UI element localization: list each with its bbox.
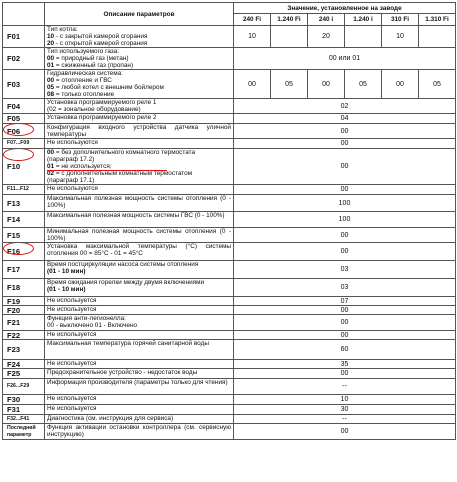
table-row bbox=[3, 26, 456, 48]
parameter-description bbox=[45, 331, 234, 340]
parameter-code bbox=[3, 212, 45, 228]
parameter-code-text: F20 bbox=[7, 305, 21, 315]
option-code: 00 bbox=[47, 55, 55, 62]
parameter-code bbox=[3, 185, 45, 195]
parameter-code bbox=[3, 279, 45, 297]
parameter-code-text: F22 bbox=[7, 330, 21, 340]
factory-value: 30 bbox=[234, 405, 456, 415]
parameter-description bbox=[45, 360, 234, 369]
parameter-code-text: F10 bbox=[7, 162, 21, 171]
parameters-table bbox=[2, 2, 456, 440]
factory-value: 00 bbox=[234, 149, 456, 185]
factory-value: 60 bbox=[234, 340, 456, 360]
description-line: (параграф 17.2) bbox=[47, 156, 95, 163]
parameter-code-text: F17 bbox=[7, 265, 21, 274]
description-line: Время постциркуляции насоса системы отопления bbox=[47, 261, 199, 268]
option-code: 01 bbox=[47, 62, 55, 69]
description-line: (01 - 10 мин) bbox=[47, 268, 86, 275]
description-line: Установка программируемого реле 2 bbox=[47, 114, 157, 121]
description-line: Установка максимальной температуры (°С) системы отопления 00 = 85°С - 01 = 45°С bbox=[47, 243, 231, 257]
parameter-description bbox=[45, 297, 234, 306]
factory-value: -- bbox=[234, 379, 456, 395]
header-factory-values: Значение, установленное на заводе bbox=[234, 3, 456, 14]
option-code: 20 bbox=[47, 40, 55, 47]
description-line: Тип используемого газа: bbox=[47, 48, 120, 55]
option-code: 08 bbox=[47, 91, 55, 98]
factory-value: 10 bbox=[234, 395, 456, 405]
description-line: Минимальная полезная мощность системы отопления (0 - 100%) bbox=[47, 228, 231, 242]
description-line: Не используется bbox=[47, 331, 97, 338]
table-row bbox=[3, 195, 456, 212]
parameter-code bbox=[3, 415, 45, 424]
parameter-description bbox=[45, 139, 234, 149]
parameter-code bbox=[3, 369, 45, 379]
parameter-code-text: F02 bbox=[7, 54, 21, 63]
parameter-description bbox=[45, 395, 234, 405]
factory-value: 05 bbox=[345, 70, 382, 99]
description-line: 00 - выключено 01 - Включено bbox=[47, 322, 138, 329]
parameter-code bbox=[3, 124, 45, 139]
description-line: Не используется bbox=[47, 360, 97, 367]
table-row bbox=[3, 48, 456, 70]
parameter-code bbox=[3, 315, 45, 331]
parameter-code bbox=[3, 331, 45, 340]
description-line: Не используются bbox=[47, 185, 98, 192]
parameter-code bbox=[3, 379, 45, 395]
factory-value: 00 bbox=[234, 369, 456, 379]
parameter-description bbox=[45, 243, 234, 261]
parameter-description bbox=[45, 149, 234, 185]
table-row bbox=[3, 114, 456, 124]
parameter-code bbox=[3, 395, 45, 405]
table-row bbox=[3, 360, 456, 369]
parameter-description bbox=[45, 279, 234, 297]
table-row bbox=[3, 379, 456, 395]
description-line: Максимальная полезная мощность системы отопления (0 - 100%) bbox=[47, 195, 231, 209]
description-line: Максимальная температура горячей санитарной воды bbox=[47, 340, 209, 347]
parameter-description bbox=[45, 195, 234, 212]
model-header: 1.310 Fi bbox=[419, 14, 456, 26]
parameter-code-text: F15 bbox=[7, 230, 21, 240]
header-description: Описание параметров bbox=[45, 3, 234, 26]
table-row bbox=[3, 124, 456, 139]
table-row bbox=[3, 424, 456, 440]
parameter-code bbox=[3, 195, 45, 212]
description-line: Диагностика (см. инструкция для сервиса) bbox=[47, 415, 174, 422]
parameter-code-text: F18 bbox=[7, 283, 21, 292]
parameter-code-text: F05 bbox=[7, 114, 21, 123]
parameter-description bbox=[45, 415, 234, 424]
factory-value: 100 bbox=[234, 195, 456, 212]
description-line: 05 = любой котел с внешним бойлером bbox=[47, 84, 164, 91]
model-header: 310 Fi bbox=[382, 14, 419, 26]
parameter-code bbox=[3, 26, 45, 48]
parameter-description bbox=[45, 315, 234, 331]
parameter-code-text: F14 bbox=[7, 215, 21, 224]
parameter-description bbox=[45, 114, 234, 124]
table-row bbox=[3, 306, 456, 315]
option-code: 00 bbox=[47, 149, 55, 156]
parameter-code-text: F30 bbox=[7, 395, 21, 404]
factory-value: 00 bbox=[234, 243, 456, 261]
description-line: 10 - с закрытой камерой сгорания bbox=[47, 33, 148, 40]
description-line: Не используется bbox=[47, 297, 97, 304]
model-header: 240 Fi bbox=[234, 14, 271, 26]
description-line: Тип котла: bbox=[47, 26, 78, 33]
description-line: Время ожидания горелки между двумя включениями bbox=[47, 279, 205, 286]
factory-value: 00 bbox=[234, 185, 456, 195]
parameter-code-text: F13 bbox=[7, 198, 21, 208]
description-line: 01 = не используется; bbox=[47, 163, 112, 170]
description-line: Предохранительное устройство - недостаток воды bbox=[47, 369, 198, 376]
parameter-description bbox=[45, 369, 234, 379]
parameter-code-text: F24 bbox=[7, 359, 21, 369]
description-line: 00 = отопление и ГВС bbox=[47, 77, 112, 84]
table-row bbox=[3, 331, 456, 340]
parameter-code-text: F11...F12 bbox=[7, 186, 29, 192]
factory-value: 00 bbox=[234, 315, 456, 331]
factory-value: 05 bbox=[419, 70, 456, 99]
parameter-code-text: F21 bbox=[7, 318, 21, 327]
factory-value: 20 bbox=[308, 26, 345, 48]
factory-value: -- bbox=[234, 415, 456, 424]
factory-value: 00 bbox=[382, 70, 419, 99]
parameter-code-text: F06 bbox=[7, 126, 21, 136]
parameter-code bbox=[3, 405, 45, 415]
parameter-code bbox=[3, 261, 45, 279]
factory-value: 07 bbox=[234, 297, 456, 306]
model-header: 240 i bbox=[308, 14, 345, 26]
description-line: (параграф 17.1) bbox=[47, 177, 95, 184]
table-row bbox=[3, 297, 456, 306]
parameter-code bbox=[3, 306, 45, 315]
table-row bbox=[3, 70, 456, 99]
table-row bbox=[3, 243, 456, 261]
parameter-code bbox=[3, 228, 45, 243]
parameter-code bbox=[3, 424, 45, 440]
description-line: 00 = природный газ (метан) bbox=[47, 55, 129, 62]
parameter-description bbox=[45, 124, 234, 139]
factory-value: 04 bbox=[234, 114, 456, 124]
description-line: Функция анти-легионелла: bbox=[47, 315, 126, 322]
factory-value: 00 bbox=[234, 124, 456, 139]
table-row bbox=[3, 415, 456, 424]
parameter-code-text: F32...F41 bbox=[7, 415, 30, 422]
parameter-code-text: F25 bbox=[7, 369, 21, 378]
parameter-description bbox=[45, 48, 234, 70]
red-circle-annotation bbox=[3, 149, 34, 162]
table-row bbox=[3, 405, 456, 415]
parameter-description bbox=[45, 261, 234, 279]
factory-value: 03 bbox=[234, 261, 456, 279]
parameter-code-text: F04 bbox=[7, 101, 21, 111]
parameter-code bbox=[3, 139, 45, 149]
parameter-description bbox=[45, 424, 234, 440]
parameter-description bbox=[45, 185, 234, 195]
factory-value bbox=[419, 26, 456, 48]
option-code: 01 bbox=[47, 163, 55, 170]
table-row bbox=[3, 99, 456, 114]
factory-value: 10 bbox=[382, 26, 419, 48]
model-header: 1.240 Fi bbox=[271, 14, 308, 26]
description-line: Гидравлическая система: bbox=[47, 70, 123, 77]
description-line: Конфигурация входного устройства датчика уличной температуры bbox=[47, 124, 231, 138]
description-line: Информация производителя (параметры только для чтения) bbox=[47, 379, 228, 386]
factory-value: 00 bbox=[308, 70, 345, 99]
description-line: Не используются bbox=[47, 139, 98, 146]
description-line: Установка программируемого реле 1 bbox=[47, 99, 157, 106]
description-line: Не используется bbox=[47, 405, 97, 412]
table-row bbox=[3, 340, 456, 360]
factory-value: 03 bbox=[234, 279, 456, 297]
description-line: 02 = с дополнительным комнатным термостатом bbox=[47, 170, 193, 177]
parameter-code bbox=[3, 48, 45, 70]
parameter-code-text: F16 bbox=[7, 247, 21, 256]
factory-value: 00 bbox=[234, 331, 456, 340]
description-line: 20 - с открытой камерой сгорания bbox=[47, 40, 148, 47]
parameter-description bbox=[45, 228, 234, 243]
table-row bbox=[3, 139, 456, 149]
description-line: Не используется bbox=[47, 395, 97, 402]
parameter-description bbox=[45, 306, 234, 315]
header-code-cell bbox=[3, 3, 45, 26]
factory-value bbox=[345, 26, 382, 48]
factory-value: 00 bbox=[234, 306, 456, 315]
parameter-code-text: F23 bbox=[7, 345, 21, 354]
parameter-code-text: F07...F09 bbox=[7, 140, 30, 146]
parameter-code bbox=[3, 99, 45, 114]
description-line: 01 = сжиженный газ (пропан) bbox=[47, 62, 134, 69]
table-row bbox=[3, 185, 456, 195]
description-line: 00 = без дополнительного комнатного термостата bbox=[47, 149, 196, 156]
parameter-description bbox=[45, 340, 234, 360]
parameter-description bbox=[45, 379, 234, 395]
option-code: 00 bbox=[47, 77, 55, 84]
parameter-code bbox=[3, 149, 45, 185]
description-line: Функция активации остановки контроллера (см. сервисную инструкцию) bbox=[47, 424, 231, 438]
factory-value: 35 bbox=[234, 360, 456, 369]
model-header: 1.240 i bbox=[345, 14, 382, 26]
factory-value: 02 bbox=[234, 99, 456, 114]
parameter-code-text: F01 bbox=[7, 32, 21, 41]
factory-value: 10 bbox=[234, 26, 271, 48]
parameter-description bbox=[45, 212, 234, 228]
parameter-code-text: F26...F29 bbox=[7, 383, 30, 389]
parameter-code-text: F31 bbox=[7, 405, 21, 414]
factory-value: 00 или 01 bbox=[234, 48, 456, 70]
factory-value: 00 bbox=[234, 70, 271, 99]
parameter-code bbox=[3, 70, 45, 99]
description-line: (02 = зональное оборудование) bbox=[47, 106, 141, 113]
factory-value bbox=[271, 26, 308, 48]
parameter-description bbox=[45, 405, 234, 415]
parameter-code bbox=[3, 297, 45, 306]
parameter-description bbox=[45, 26, 234, 48]
table-row bbox=[3, 149, 456, 185]
factory-value: 00 bbox=[234, 424, 456, 440]
description-line: Максимальная полезная мощность системы ГВС (0 - 100%) bbox=[47, 212, 225, 219]
parameter-code bbox=[3, 340, 45, 360]
table-row bbox=[3, 261, 456, 279]
parameter-code bbox=[3, 114, 45, 124]
table-row bbox=[3, 315, 456, 331]
table-row bbox=[3, 212, 456, 228]
description-line: 08 = только отопление bbox=[47, 91, 115, 98]
table-row bbox=[3, 395, 456, 405]
parameter-description bbox=[45, 70, 234, 99]
factory-value: 05 bbox=[271, 70, 308, 99]
parameter-code bbox=[3, 243, 45, 261]
table-row bbox=[3, 369, 456, 379]
parameter-description bbox=[45, 99, 234, 114]
factory-value: 00 bbox=[234, 139, 456, 149]
description-line: Не используется bbox=[47, 306, 97, 313]
table-row bbox=[3, 228, 456, 243]
parameter-code-text: F19 bbox=[7, 296, 21, 306]
option-code: 02 bbox=[47, 170, 55, 177]
parameter-code-text: F03 bbox=[7, 79, 21, 89]
table-row bbox=[3, 279, 456, 297]
description-line: (01 - 10 мин) bbox=[47, 286, 86, 293]
option-code: 05 bbox=[47, 84, 55, 91]
parameter-code bbox=[3, 360, 45, 369]
factory-value: 100 bbox=[234, 212, 456, 228]
option-code: 10 bbox=[47, 33, 55, 40]
factory-value: 00 bbox=[234, 228, 456, 243]
parameter-code-text: Последний параметр bbox=[7, 424, 36, 438]
